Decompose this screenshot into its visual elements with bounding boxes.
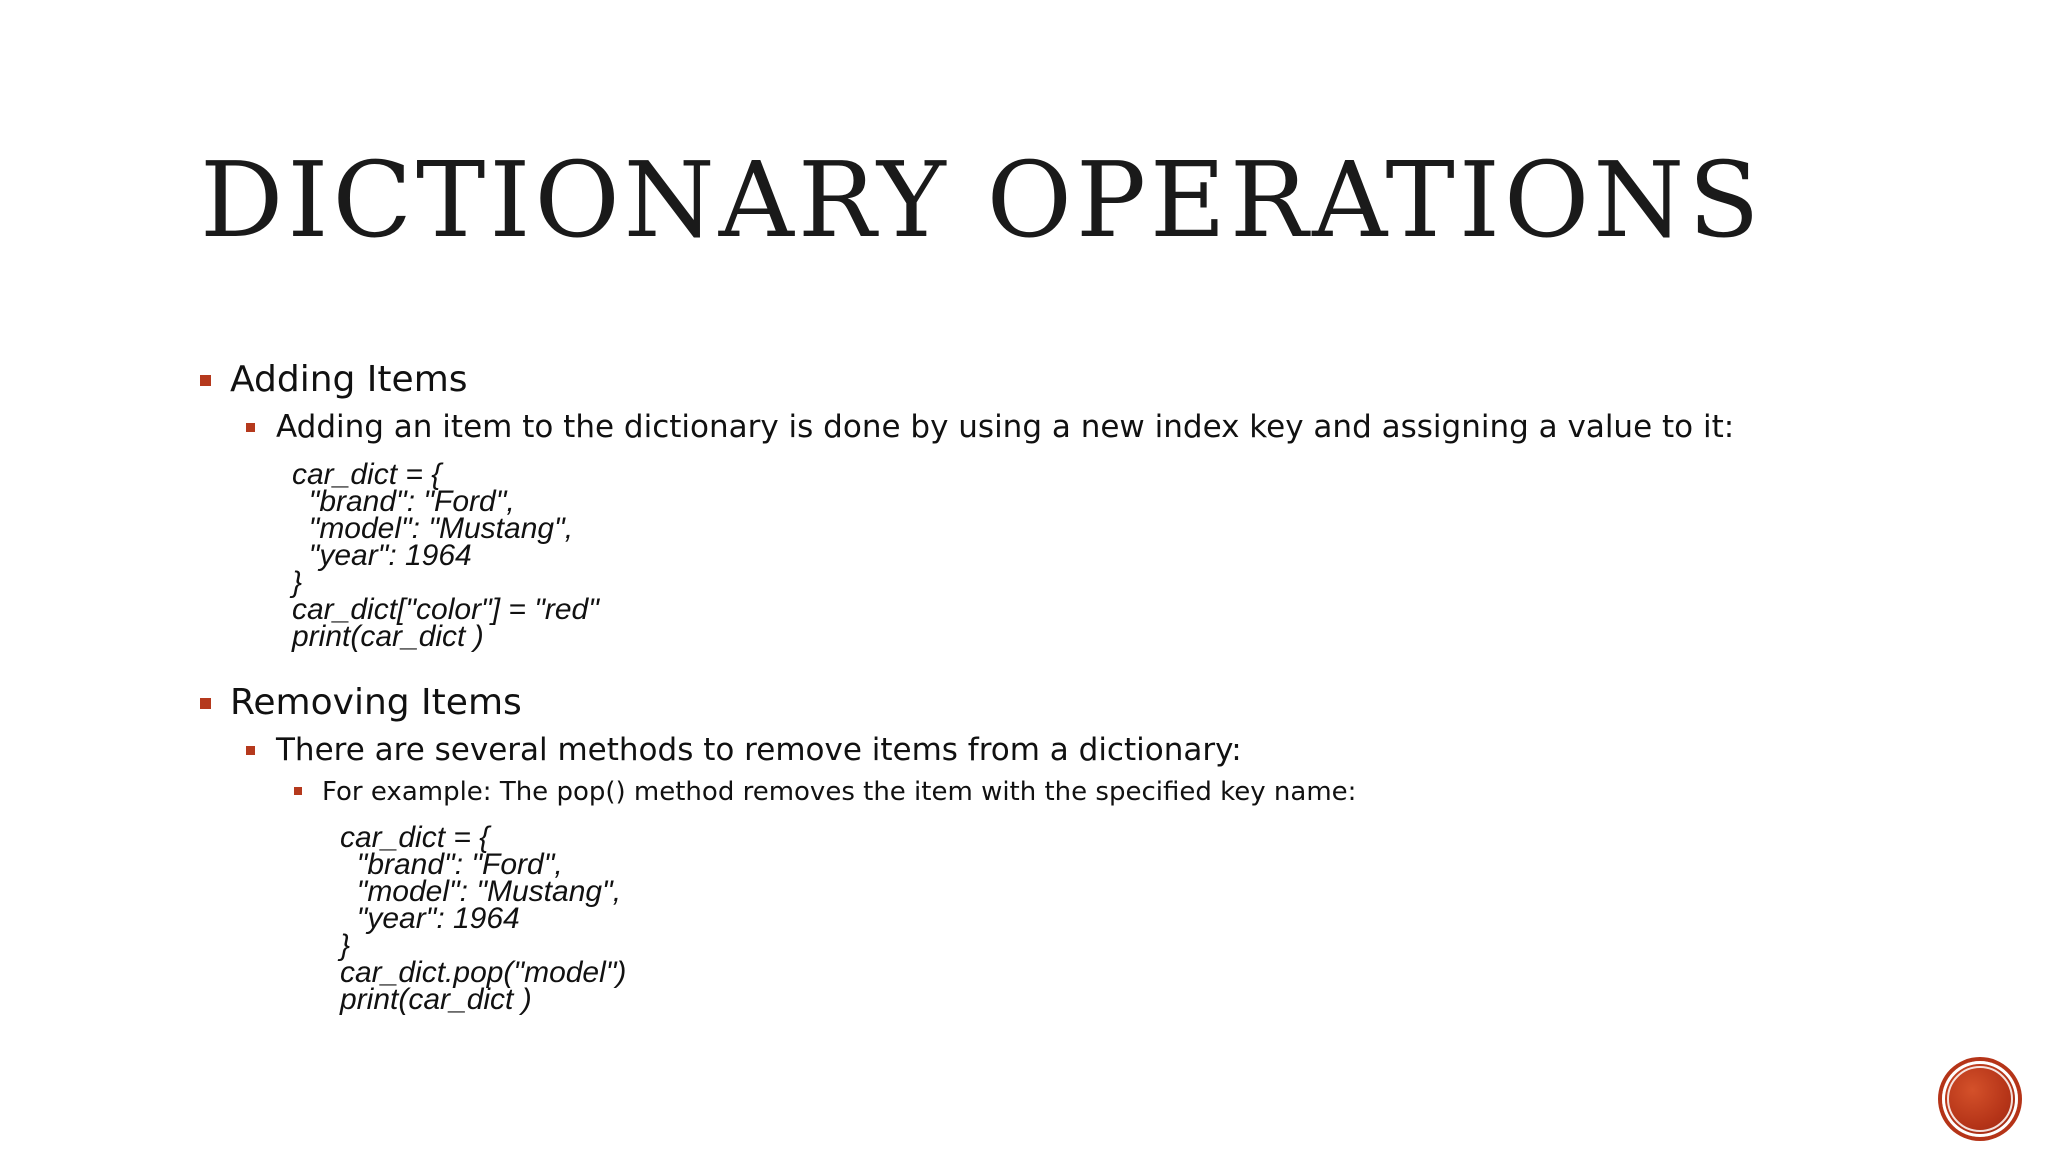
square-bullet-icon: [246, 423, 255, 432]
bullet-text: Adding an item to the dictionary is done by using a new index key and assigning a value to it:: [276, 409, 1735, 445]
square-bullet-icon: [200, 698, 211, 709]
bullet-adding-items: [200, 355, 1980, 405]
code-block-removing: car_dict = { "brand": "Ford", "model": "Mustang", "year": 1964 } car_dict.pop("model") print(car_dict ): [340, 821, 627, 1016]
sub-bullet-removing-desc: [246, 728, 1980, 772]
bullet-text: Adding Items: [230, 359, 468, 400]
red-circle-nav-icon[interactable]: [1942, 1061, 2018, 1137]
code-block-adding: car_dict = { "brand": "Ford", "model": "Mustang", "year": 1964 } car_dict["color"] = "red" print(car_dict ): [292, 458, 599, 653]
slide-body: [200, 355, 1980, 1016]
square-bullet-icon: [294, 787, 302, 795]
bullet-text: There are several methods to remove items from a dictionary:: [276, 732, 1242, 768]
sub-bullet-adding-desc: [246, 405, 1980, 449]
slide-title: DICTIONARY OPERATIONS: [200, 139, 1764, 261]
bullet-text: Removing Items: [230, 682, 522, 723]
square-bullet-icon: [200, 375, 211, 386]
bullet-text: For example: The pop() method removes the item with the specified key name:: [322, 777, 1357, 807]
bullet-removing-items: [200, 678, 1980, 728]
sub-sub-bullet-pop-example: [294, 772, 1980, 812]
square-bullet-icon: [246, 746, 255, 755]
